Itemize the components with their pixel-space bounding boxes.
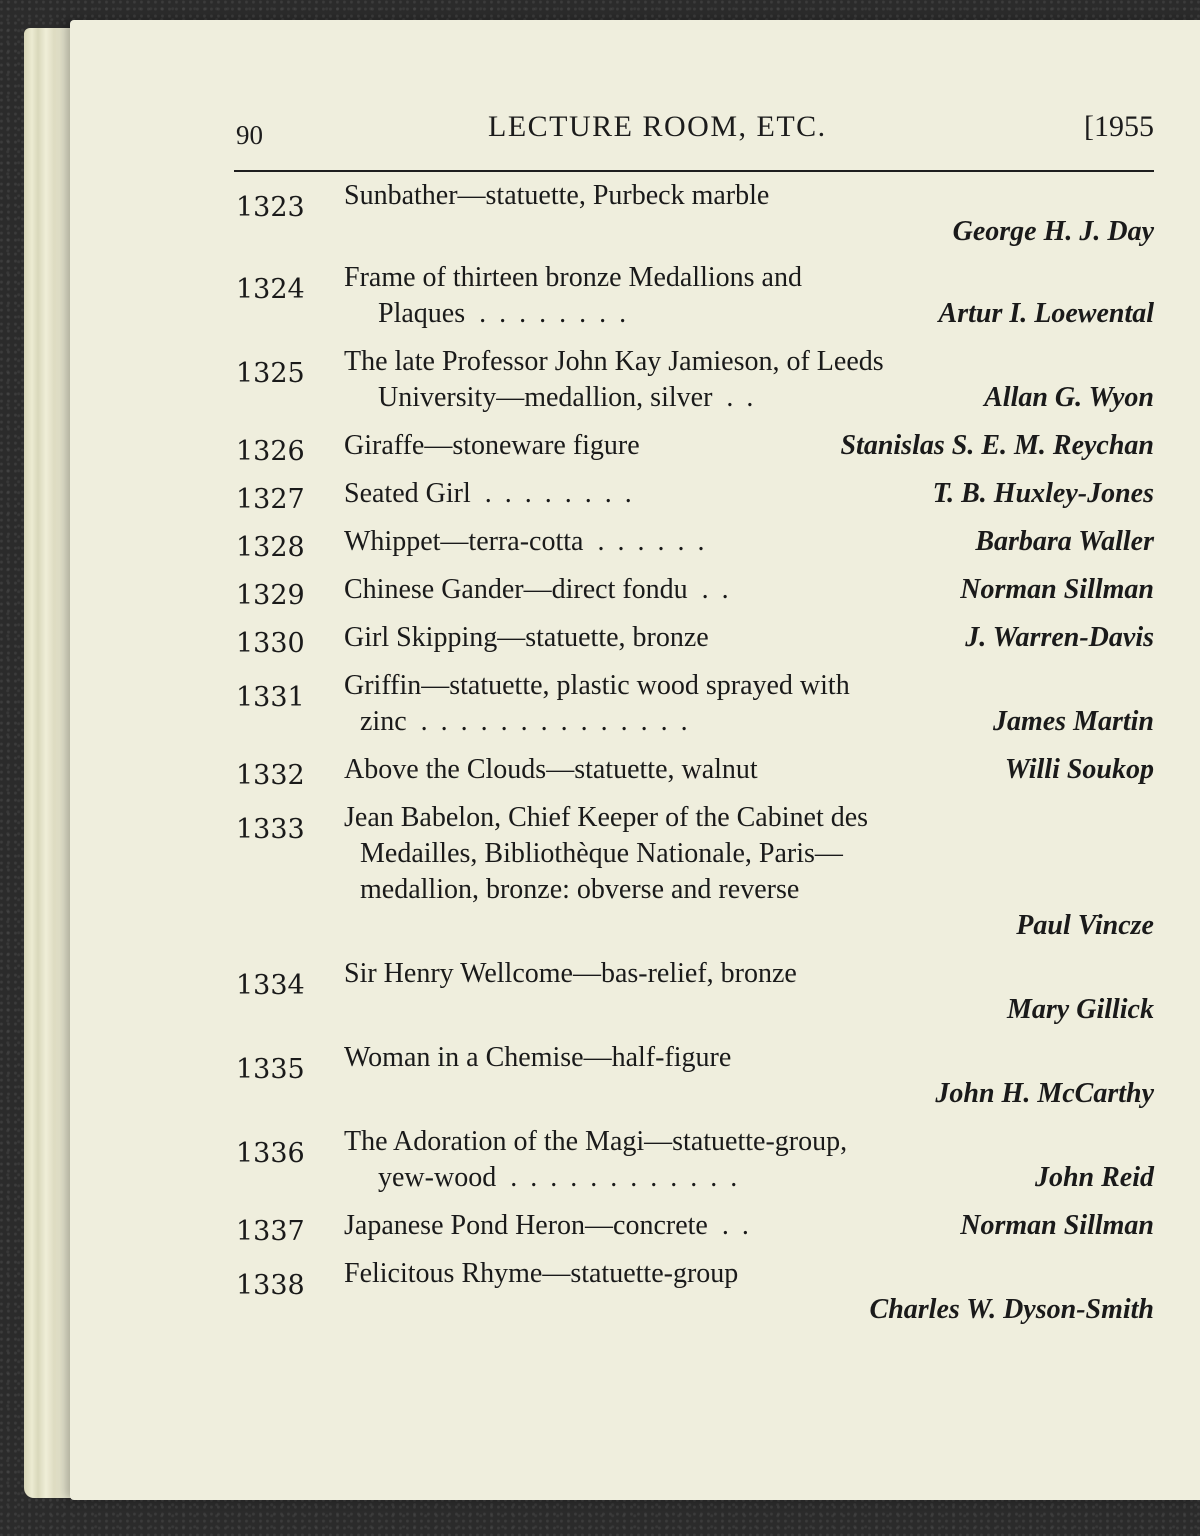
entry-artist: John H. McCarthy [935,1078,1154,1109]
entry-title: Jean Babelon, Chief Keeper of the Cabinet des [344,802,869,833]
running-title: LECTURE ROOM, ETC. [488,110,827,143]
entry-1334 [236,956,1154,1028]
page-header [236,108,1154,168]
entry-title: Girl Skipping—statuette, bronze [344,622,709,653]
entry-title: Felicitous Rhyme—statuette-group [344,1258,739,1289]
entry-1333 [236,800,1154,944]
entry-number: 1329 [236,580,305,611]
entry-title: Griffin—statuette, plastic wood sprayed with [344,670,850,701]
year-marker: [1955 [1084,110,1154,143]
entry-artist: John Reid [1034,1162,1154,1193]
entry-artist: George H. J. Day [952,216,1154,247]
entry-artist: Paul Vincze [1016,910,1154,941]
entry-1327 [236,476,1154,515]
entry-1326 [236,428,1154,467]
entry-number: 1332 [236,760,305,791]
entry-1335 [236,1040,1154,1112]
entry-artist: Mary Gillick [1007,994,1154,1025]
entry-number: 1336 [236,1138,305,1169]
entry-1328 [236,524,1154,563]
leader-dots: . . . . . . . . . . . . [510,1162,741,1193]
entry-number: 1335 [236,1054,305,1085]
entry-number: 1338 [236,1270,305,1301]
entry-title-continued: zinc [360,706,407,737]
entry-artist: Barbara Waller [975,526,1154,557]
entry-artist: Norman Sillman [960,574,1154,605]
entry-title: Above the Clouds—statuette, walnut [344,754,758,785]
leader-dots: . . [721,1210,752,1241]
leader-dots: . . [701,574,732,605]
entry-artist: Stanislas S. E. M. Reychan [840,430,1154,461]
leader-dots: . . [726,382,757,413]
entry-1331 [236,668,1154,740]
leader-dots: . . . . . . . . [484,478,635,509]
entry-title-continued: yew-wood [378,1162,497,1193]
entry-title: Chinese Gander—direct fondu [344,574,688,605]
entry-title-continued: University—medallion, silver [378,382,713,413]
entry-artist: James Martin [992,706,1154,737]
entry-1332 [236,752,1154,791]
entry-number: 1337 [236,1216,305,1247]
entry-1330 [236,620,1154,659]
leader-dots: . . . . . . [597,526,708,557]
entry-title: Woman in a Chemise—half-figure [344,1042,732,1073]
header-rule [234,170,1154,172]
entry-number: 1328 [236,532,305,563]
entry-1325 [236,344,1154,416]
entry-title: Sir Henry Wellcome—bas-relief, bronze [344,958,797,989]
entry-artist: Allan G. Wyon [984,382,1154,413]
entry-number: 1334 [236,970,305,1001]
entry-artist: Norman Sillman [960,1210,1154,1241]
page-number: 90 [236,120,263,150]
entry-number: 1325 [236,358,305,389]
entry-number: 1327 [236,484,305,515]
entry-title-continued: Plaques [378,298,466,329]
entry-number: 1333 [236,814,305,845]
entry-title-continued: Medailles, Bibliothèque Nationale, Paris— [360,838,843,869]
entry-title: The late Professor John Kay Jamieson, of Leeds [344,346,884,377]
entry-title-continued: medallion, bronze: obverse and reverse [360,874,800,905]
entry-title: Frame of thirteen bronze Medallions and [344,262,802,293]
entry-title: The Adoration of the Magi—statuette-group, [344,1126,848,1157]
leader-dots: . . . . . . . . [479,298,630,329]
entry-artist: Charles W. Dyson-Smith [869,1294,1154,1325]
entry-artist: J. Warren-Davis [965,622,1154,653]
entry-number: 1326 [236,436,305,467]
entry-1324 [236,260,1154,332]
entry-number: 1323 [236,192,305,223]
entry-number: 1331 [236,682,305,713]
leader-dots: . . . . . . . . . . . . . . [420,706,691,737]
catalogue-entries [236,178,1154,1328]
entry-title: Whippet—terra-cotta [344,526,584,557]
entry-artist: Artur I. Loewental [938,298,1154,329]
entry-1336 [236,1124,1154,1196]
entry-1337 [236,1208,1154,1247]
entry-1338 [236,1256,1154,1328]
entry-title: Japanese Pond Heron—concrete [344,1210,708,1241]
entry-title: Sunbather—statuette, Purbeck marble [344,180,770,211]
entry-artist: T. B. Huxley-Jones [932,478,1154,509]
entry-1329 [236,572,1154,611]
entry-1323 [236,178,1154,250]
entry-number: 1324 [236,274,305,305]
entry-number: 1330 [236,628,305,659]
entry-title: Seated Girl [344,478,471,509]
entry-artist: Willi Soukop [1004,754,1154,785]
entry-title: Giraffe—stoneware figure [344,430,640,461]
